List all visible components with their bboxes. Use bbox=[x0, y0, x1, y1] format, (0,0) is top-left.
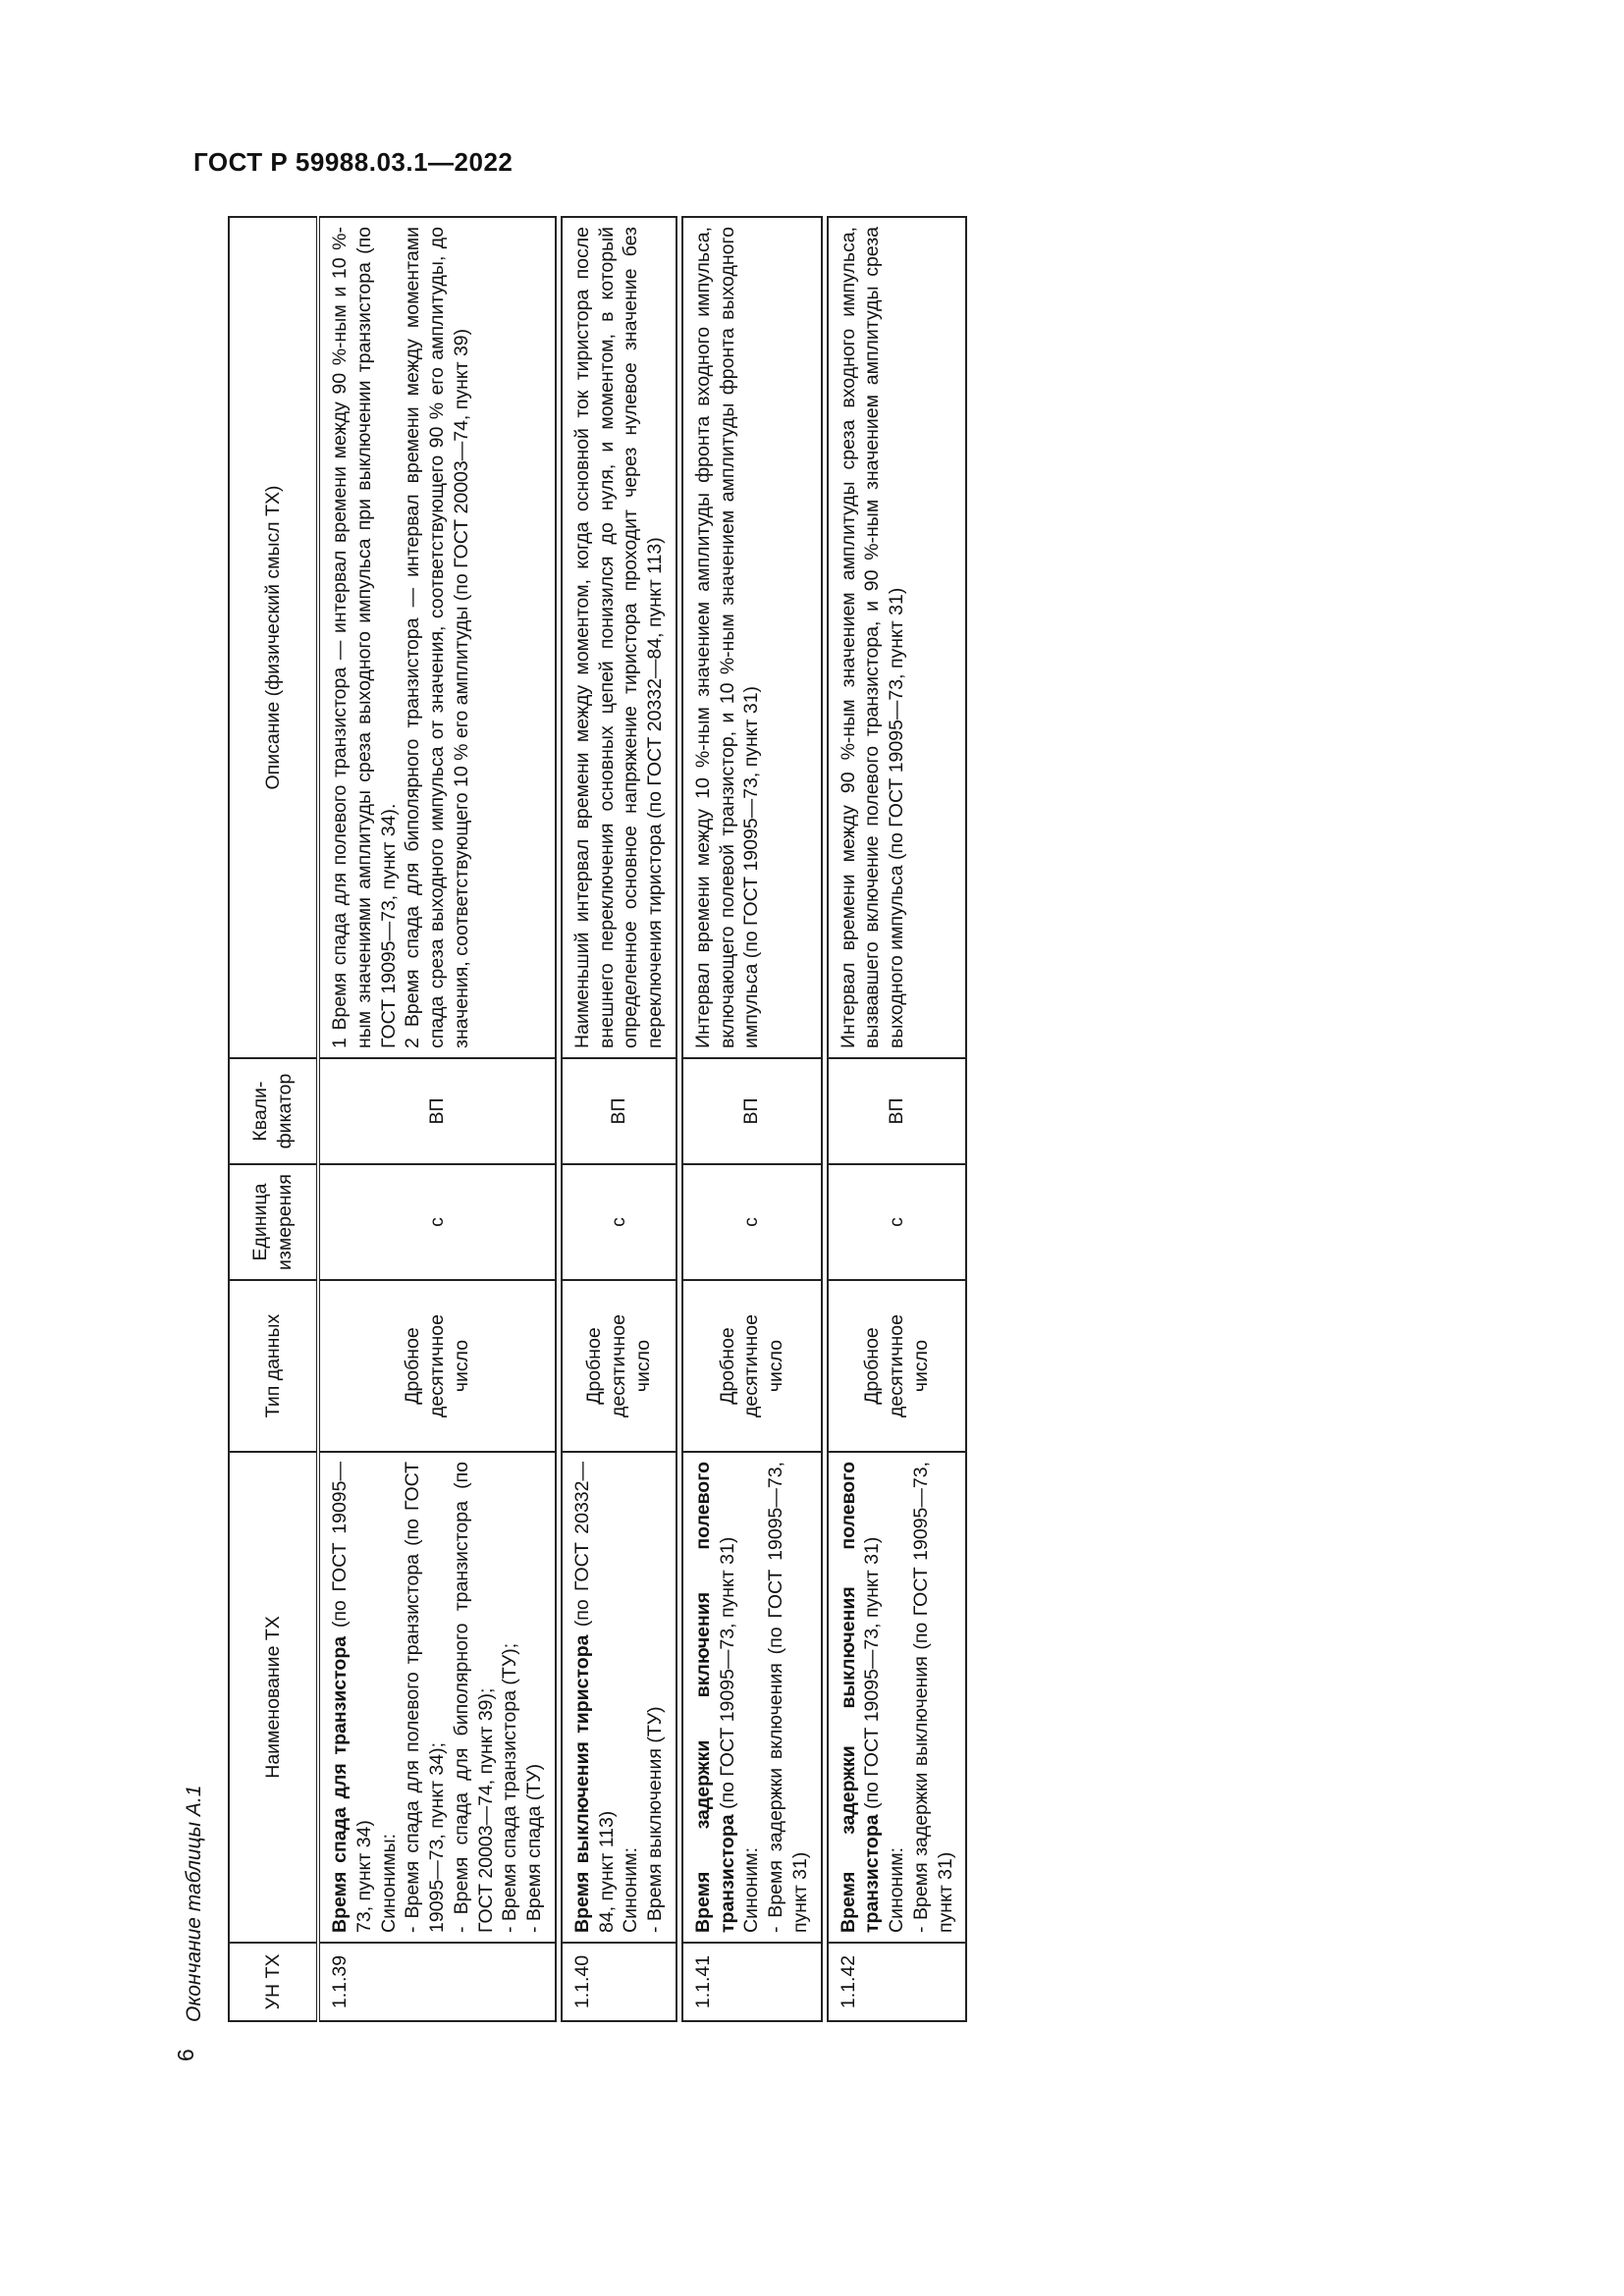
description-paragraph: Интервал времени между 90 %-ным значением амплитуды среза входного импульса, вызвавшего включение полевого транзистора, и 90 %-ным значением амплитуды среза выходного импульса (по ГОСТ 19095—73, пункт 31) bbox=[837, 227, 907, 1048]
cell-type: Дробное десятичное число bbox=[828, 1280, 967, 1452]
synonyms-label: Синоним: bbox=[740, 1846, 763, 1933]
cell-name bbox=[828, 1452, 967, 1943]
tx-name-bold: Время задержки выключения полевого транзистора bbox=[837, 1462, 884, 1933]
col-header-description: Описание (физический смысл ТХ) bbox=[229, 217, 318, 1058]
synonym-item: - Время спада для полевого транзистора (по ГОСТ 19095—73, пункт 34); bbox=[402, 1462, 448, 1933]
cell-un: 1.1.39 bbox=[318, 1943, 556, 2021]
synonyms-label: Синоним: bbox=[620, 1846, 642, 1933]
cell-qualifier: ВП bbox=[562, 1058, 677, 1164]
synonyms-label: Синонимы: bbox=[377, 1833, 400, 1933]
synonyms-label: Синоним: bbox=[886, 1846, 907, 1933]
rotated-page-content bbox=[59, 196, 1041, 2061]
col-header-type: Тип данных bbox=[229, 1280, 318, 1452]
tx-name-bold: Время задержки включения полевого транзистора bbox=[691, 1462, 738, 1933]
col-header-qualifier: Квали-фикатор bbox=[229, 1058, 318, 1164]
tx-table bbox=[228, 216, 967, 2022]
cell-description bbox=[682, 217, 822, 1058]
table-header-row bbox=[229, 217, 318, 2021]
description-paragraph: 1 Время спада для полевого транзистора — интервал времени между 90 %-ным и 10 %-ным значениями амплитуды среза выходного импульса при выключении транзистора (по ГОСТ 19095—73, пункт 34). bbox=[329, 227, 400, 1048]
cell-qualifier: ВП bbox=[682, 1058, 822, 1164]
synonym-item: - Время выключения (ТУ) bbox=[644, 1706, 666, 1933]
cell-unit: с bbox=[318, 1164, 556, 1280]
cell-description bbox=[318, 217, 556, 1058]
cell-description bbox=[562, 217, 677, 1058]
synonym-item: - Время спада транзистора (ТУ); bbox=[499, 1642, 521, 1933]
tx-name-ref: (по ГОСТ 20332—84, пункт 113) bbox=[570, 1462, 618, 1933]
document-code: ГОСТ Р 59988.03.1—2022 bbox=[193, 147, 514, 177]
cell-type: Дробное десятичное число bbox=[318, 1280, 556, 1452]
tx-name-ref: (по ГОСТ 19095—73, пункт 31) bbox=[861, 1536, 884, 1815]
table-caption: Окончание таблицы А.1 bbox=[183, 1785, 205, 2022]
cell-description bbox=[828, 217, 967, 1058]
cell-un: 1.1.40 bbox=[562, 1943, 677, 2021]
description-paragraph: Наименьший интервал времени между моментом, когда основной ток тиристора после внешнего переключения основных цепей понизился до нуля, и моментом, в который определенное основное напряжение тиристора проходит через нулевое значение без переключения тиристора (по ГОСТ 20332—84, пункт 113) bbox=[570, 227, 666, 1048]
cell-qualifier: ВП bbox=[828, 1058, 967, 1164]
description-paragraph: 2 Время спада для биполярного транзистора — интервал времени между моментами спада среза выходного импульса от значения, соответствующего 90 % его амплитуды, до значения, соответствующего 10 % его амплитуды (по ГОСТ 20003—74, пункт 39) bbox=[402, 227, 472, 1048]
synonym-item: - Время задержки включения (по ГОСТ 19095—73, пункт 31) bbox=[765, 1462, 811, 1933]
col-header-name: Наименование ТХ bbox=[229, 1452, 318, 1943]
table-row bbox=[318, 217, 556, 2021]
cell-unit: с bbox=[562, 1164, 677, 1280]
table-row bbox=[562, 217, 677, 2021]
cell-type: Дробное десятичное число bbox=[682, 1280, 822, 1452]
tx-name-ref: (по ГОСТ 19095—73, пункт 34) bbox=[329, 1462, 375, 1933]
cell-un: 1.1.42 bbox=[828, 1943, 967, 2021]
synonym-item: - Время спада (ТУ) bbox=[523, 1763, 545, 1933]
cell-name bbox=[562, 1452, 677, 1943]
col-header-unit: Единица измерения bbox=[229, 1164, 318, 1280]
page-number: 6 bbox=[173, 2049, 198, 2061]
cell-unit: с bbox=[682, 1164, 822, 1280]
cell-name bbox=[682, 1452, 822, 1943]
tx-name-ref: (по ГОСТ 19095—73, пункт 31) bbox=[716, 1536, 738, 1815]
synonym-item: - Время спада для биполярного транзистора (по ГОСТ 20003—74, пункт 39); bbox=[450, 1462, 497, 1933]
cell-type: Дробное десятичное число bbox=[562, 1280, 677, 1452]
table-row bbox=[828, 217, 967, 2021]
col-header-un: УН ТХ bbox=[229, 1943, 318, 2021]
cell-un: 1.1.41 bbox=[682, 1943, 822, 2021]
cell-name bbox=[318, 1452, 556, 1943]
description-paragraph: Интервал времени между 10 %-ным значением амплитуды фронта входного импульса, включающего полевой транзистор, и 10 %-ным значением амплитуды фронта выходного импульса (по ГОСТ 19095—73, пункт 31) bbox=[691, 227, 763, 1048]
table-row bbox=[682, 217, 822, 2021]
synonym-item: - Время задержки выключения (по ГОСТ 19095—73, пункт 31) bbox=[909, 1462, 956, 1933]
cell-unit: с bbox=[828, 1164, 967, 1280]
tx-name-bold: Время выключения тиристора bbox=[570, 1634, 593, 1933]
cell-qualifier: ВП bbox=[318, 1058, 556, 1164]
tx-name-bold: Время спада для транзистора bbox=[329, 1635, 351, 1933]
